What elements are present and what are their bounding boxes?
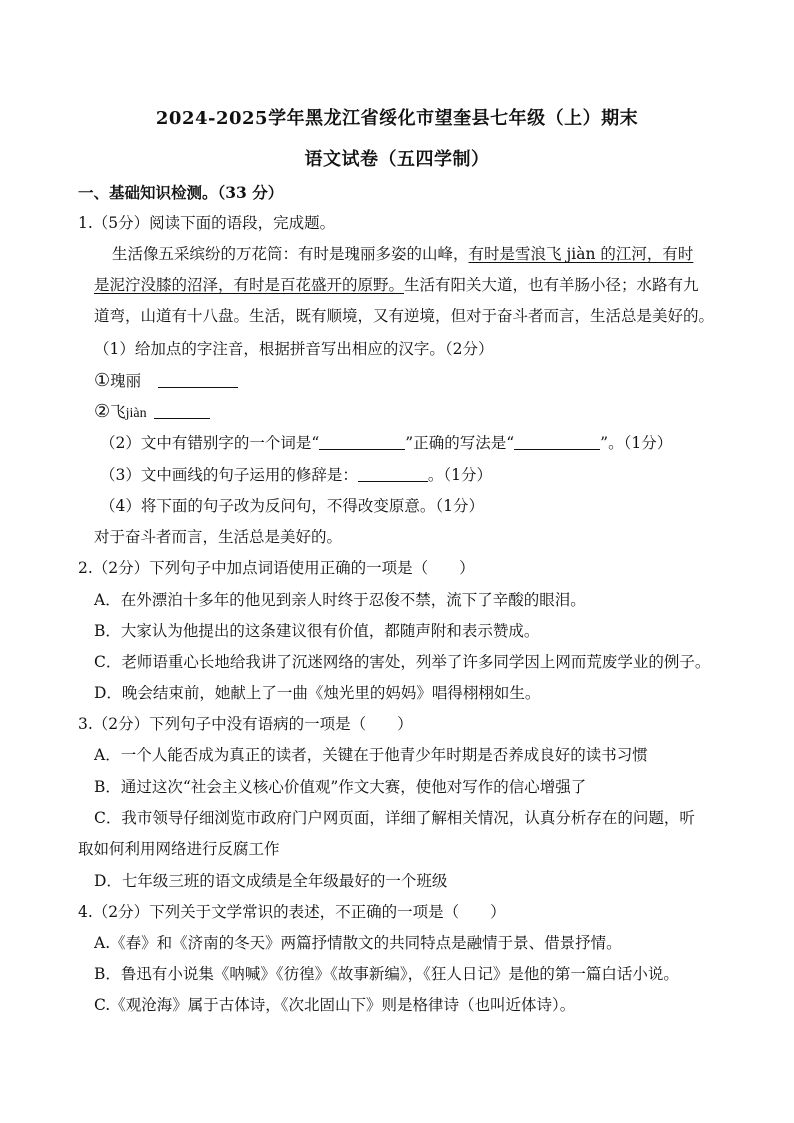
answer-blank[interactable] [514, 435, 600, 450]
answer-blank[interactable] [358, 467, 428, 482]
q4-stem: 4.（2分）下列关于文学常识的表述，不正确的一项是（ ） [78, 903, 506, 921]
q4-option-b: B．鲁迅有小说集《呐喊》《彷徨》《故事新编》，《狂人日记》是他的第一篇白话小说。 [94, 965, 679, 983]
q3-option-c: C．我市领导仔细浏览市政府门户网页面，详细了解相关情况，认真分析存在的问题，听 [94, 809, 695, 827]
q2-option-b: B．大家认为他提出的这条建议很有价值，都随声附和表示赞成。 [94, 622, 540, 640]
q2-option-c: C．老师语重心长地给我讲了沉迷网络的害处，列举了许多同学因上网而荒废学业的例子。 [94, 653, 711, 671]
answer-blank[interactable] [319, 435, 405, 450]
section-heading: 一、基础知识检测。（33 分） [78, 183, 284, 202]
q3-option-b: B．通过这次“社会主义核心价值观”作文大赛，使他对写作的信心增强了 [94, 778, 587, 796]
q1-paragraph-line-2 [94, 275, 699, 295]
q1-item2-word: 飞 [110, 403, 126, 421]
circled-number-1: ① [94, 370, 111, 391]
q4-option-c: C.《观沧海》属于古体诗，《次北固山下》则是格律诗（也叫近体诗）。 [94, 996, 576, 1014]
q1-item2 [94, 402, 210, 424]
exam-title: 2024-2025学年黑龙江省绥化市望奎县七年级（上）期末 [155, 108, 639, 129]
q3-stem: 3.（2分）下列句子中没有语病的一项是（ ） [78, 715, 413, 733]
q1-underlined-sentence-cont: 是泥泞没膝的沼泽，有时是百花盛开的原野。 [94, 276, 405, 294]
q1-sub4-sentence: 对于奋斗者而言，生活总是美好的。 [94, 528, 343, 546]
q2-option-d: D．晚会结束前，她献上了一曲《烛光里的妈妈》唱得栩栩如生。 [94, 684, 541, 702]
q1-sub3-text: （3）文中画线的句子运用的修辞是： [100, 466, 358, 484]
q1-stem: 1.（5分）阅读下面的语段，完成题。 [78, 214, 336, 232]
q1-paragraph-line-3: 道弯，山道有十八盘。生活，既有顺境，又有逆境，但对于奋斗者而言，生活总是美好的。 [94, 307, 715, 325]
q1-sub2-text: ”正确的写法是“ [405, 434, 515, 452]
q1-para-text-cont: 生活有阳关大道，也有羊肠小径；水路有九 [404, 276, 699, 294]
q4-option-a: A.《春》和《济南的冬天》两篇抒情散文的共同特点是融情于景、借景抒情。 [94, 934, 622, 952]
q1-sub2-text: ”。（1分） [600, 434, 673, 452]
q1-paragraph-line-1 [112, 244, 693, 264]
q3-option-a: A．一个人能否成为真正的读者，关键在于他青少年时期是否养成良好的读书习惯 [94, 746, 648, 764]
q1-para-text: 生活像五采缤纷的万花筒：有时是瑰丽多姿的山峰， [112, 245, 469, 263]
q2-stem: 2.（2分）下列句子中加点词语使用正确的一项是（ ） [78, 559, 475, 577]
q1-sub3 [100, 465, 492, 485]
q1-item1-word: 瑰丽 [110, 372, 142, 390]
answer-blank[interactable] [154, 404, 210, 419]
answer-blank[interactable] [158, 373, 238, 388]
q1-underlined-sentence: 有时是雪浪飞 jiàn 的江河，有时 [468, 245, 694, 263]
exam-subtitle: 语文试卷（五四学制） [304, 149, 490, 170]
q1-item1 [94, 371, 238, 391]
q1-sub2-text: （2）文中有错别字的一个词是“ [100, 434, 320, 452]
q2-option-a: A．在外漂泊十多年的他见到亲人时终于忍俊不禁，流下了辛酸的眼泪。 [94, 591, 586, 609]
circled-number-2: ② [94, 401, 111, 422]
q1-sub1: （1）给加点的字注音，根据拼音写出相应的汉字。（2分） [94, 340, 494, 358]
q1-sub3-text: 。（1分） [427, 466, 492, 484]
q1-sub2 [100, 433, 672, 453]
q1-sub4: （4）将下面的句子改为反问句，不得改变原意。（1分） [100, 497, 484, 515]
q3-option-c-cont: 取如何利用网络进行反腐工作 [78, 840, 280, 858]
q1-item2-pinyin: jiàn [125, 406, 147, 421]
q3-option-d: D．七年级三班的语文成绩是全年级最好的一个班级 [94, 872, 448, 890]
